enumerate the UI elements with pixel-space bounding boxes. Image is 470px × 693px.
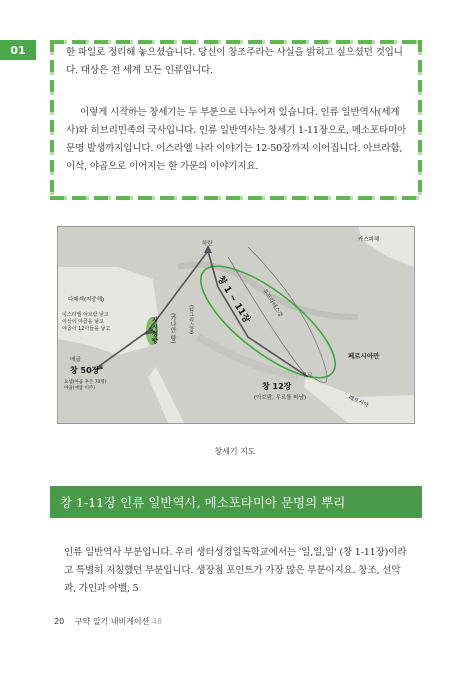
map-graphic xyxy=(58,227,414,423)
label-gulf: 페르시아 xyxy=(347,394,370,409)
section-banner: 창 1-11장 인류 일반역사, 메소포타미아 문명의 뿌리 xyxy=(50,486,422,518)
footer-version: 48 xyxy=(151,617,163,626)
label-caspian: 카스피해 xyxy=(358,237,380,243)
intro-box xyxy=(50,40,422,200)
box-border-right xyxy=(418,40,422,200)
page-footer xyxy=(54,616,162,627)
label-ch12-note: (아브람, 우르를 떠남) xyxy=(254,395,307,401)
box-border-left xyxy=(50,40,54,200)
label-damascus: 다메섹(지중해) xyxy=(68,297,105,303)
intro-paragraph-1: 한 파일로 정리해 놓으셨습니다. 당신이 창조주라는 사실을 밝히고 싶으셨던 것입니다. 대상은 전 세계 모든 인류입니다. xyxy=(66,47,403,76)
label-ch12: 창 12장 xyxy=(262,382,292,391)
label-ur: 우르 xyxy=(302,373,313,379)
label-israel-note: 이스라엘 아브람 낳고 이삭이 야곱을 낳고 야곱이 12아들을 낳고 xyxy=(62,312,111,332)
label-ch1-11: 창 1 ~ 11장 xyxy=(214,274,252,325)
label-persia: 페르시아만 xyxy=(348,352,380,360)
label-ch50: 창 50장 xyxy=(70,366,100,375)
chapter-tab: 01 xyxy=(0,40,36,60)
label-canaan: (가나안 땅) xyxy=(169,313,176,344)
page-number: 20 xyxy=(54,617,65,626)
genesis-map xyxy=(57,226,415,424)
label-egypt: 애굽 xyxy=(70,357,81,363)
label-jordan: 지 시 청 방 xyxy=(152,317,158,345)
label-ch50-note: 요셉(아곱 후손 70명) 야곱(애굽 이주) xyxy=(64,380,107,391)
label-haran: 하란 xyxy=(202,241,213,247)
map-caption: 창세기 지도 xyxy=(214,447,256,456)
box-border-bottom xyxy=(50,196,422,200)
label-tigris: (티그리스강) xyxy=(188,305,194,334)
label-euphrates: 유프라테스강 xyxy=(261,288,284,319)
intro-paragraph-2: 이렇게 시작하는 창세기는 두 부분으로 나누어져 있습니다. 인류 일반역사(세계사)와 히브리민족의 국사입니다. 인류 일반역사는 창세기 1-11장으로, 메소포타미아 문명 발생까지입니다. 이스라엘 나라 이야기는 12-50장까지 이어집니다. 아브라함, 이삭, 야곱으로 이어지는 한 가문의 이야기지요. xyxy=(66,107,407,172)
book-title: 구약 일기 내비게이션 xyxy=(74,617,150,626)
section-body: 인류 일반역사 부분입니다. 우리 생터성경일독학교에서는 '일,일,일' (창 1-11장)이라고 특별히 지칭했던 부분입니다. 생장점 포인트가 가장 많은 부분이지요. 창조, 선악과, 가인과 아벨, 5 xyxy=(64,547,407,594)
